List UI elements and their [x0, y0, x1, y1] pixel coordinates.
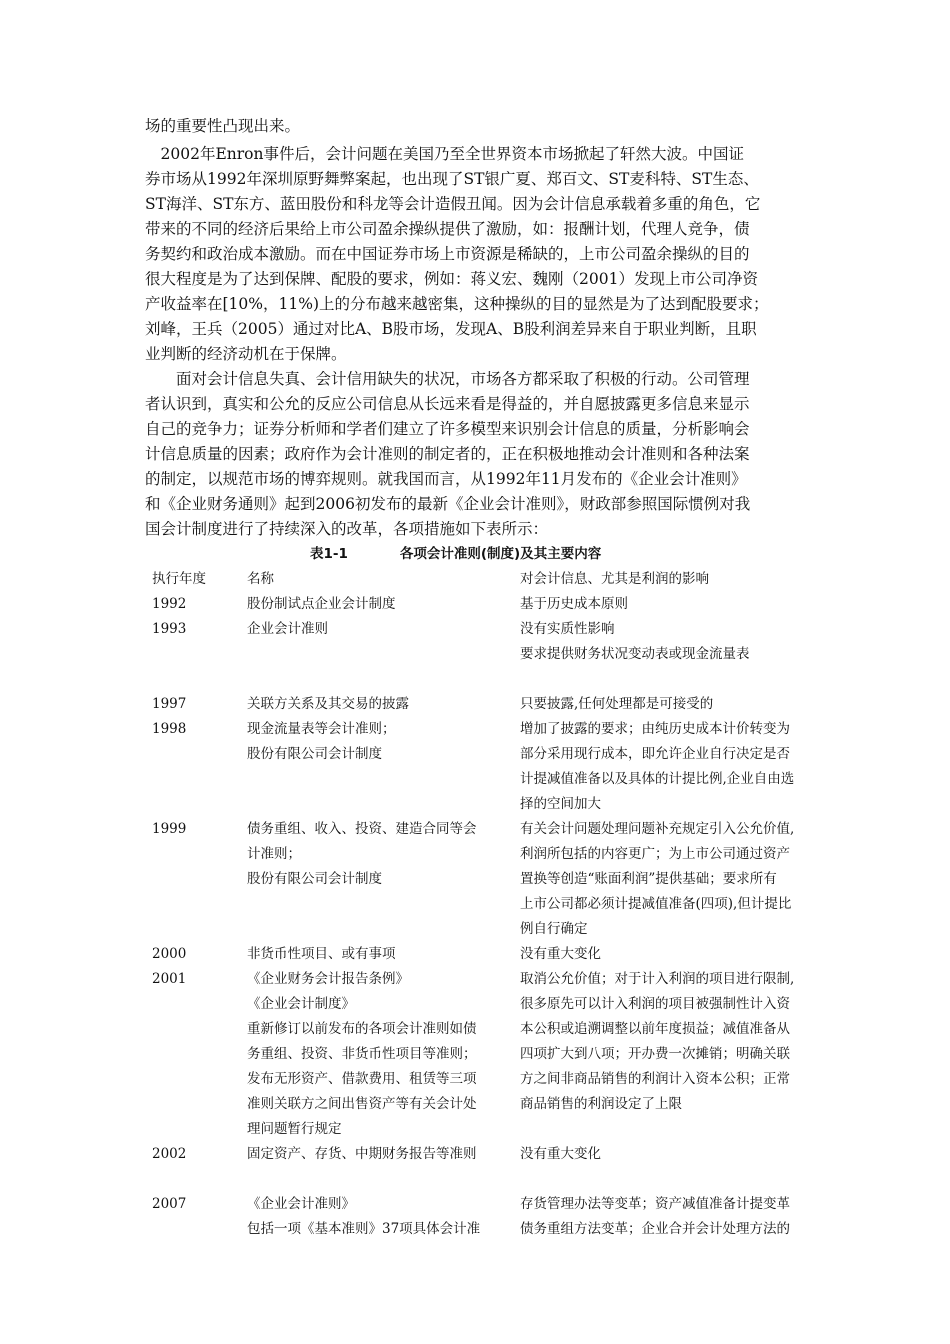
cell-line: 要求提供财务状况变动表或现金流量表: [520, 646, 750, 662]
cell-name: [247, 1142, 520, 1167]
text-line: 和《企业财务通则》起到2006初发布的最新《企业会计准则》，财政部参照国际惯例对我: [145, 495, 751, 513]
cell-effect: [520, 617, 840, 667]
cell-effect: [520, 1142, 840, 1167]
standards-table: [152, 567, 842, 1242]
text-line: 产收益率在[10%，11%)上的分布越来越密集，这种操纵的目的显然是为了达到配股要求；: [145, 295, 769, 313]
cell-effect: [520, 817, 840, 942]
row-spacer: [152, 667, 842, 692]
cell-year: 1998: [152, 721, 187, 737]
cell-line: 务重组、投资、非货币性项目等准则；: [247, 1046, 477, 1062]
cell-line: 固定资产、存货、中期财务报告等准则: [247, 1146, 477, 1162]
table-row: [152, 967, 842, 1142]
cell-line: 商品销售的利润设定了上限: [520, 1096, 682, 1112]
cell-line: 四项扩大到八项；开办费一次摊销；明确关联: [520, 1046, 790, 1062]
cell-name: [247, 592, 520, 617]
cell-line: 债务重组方法变革；企业合并会计处理方法的: [520, 1221, 790, 1237]
cell-name: [247, 617, 520, 667]
table-row: [152, 592, 842, 617]
cell-line: 例自行确定: [520, 921, 588, 937]
cell-line: 很多原先可以计入利润的项目被强制性计入资: [520, 996, 790, 1012]
table-title: 各项会计准则(制度)及其主要内容: [399, 546, 602, 562]
cell-line: 非货币性项目、或有事项: [247, 946, 396, 962]
cell-line: 《企业会计制度》: [247, 996, 355, 1012]
table-label: 表1-1: [310, 546, 348, 562]
text-line: 业判断的经济动机在于保牌。: [145, 345, 347, 363]
row-spacer: [152, 1167, 842, 1192]
table-row: [152, 942, 842, 967]
cell-line: 没有实质性影响: [520, 621, 615, 637]
cell-line: 增加了披露的要求；由纯历史成本计价转变为: [520, 721, 790, 737]
cell-line: 《企业财务会计报告条例》: [247, 971, 409, 987]
cell-name: [247, 967, 520, 1142]
cell-line: 方之间非商品销售的利润计入资本公积；正常: [520, 1071, 790, 1087]
text-line: 2002年Enron事件后，会计问题在美国乃至全世界资本市场掀起了轩然大波。中国证: [145, 145, 744, 163]
cell-line: 计提减值准备以及具体的计提比例,企业自由选: [520, 771, 795, 787]
cell-name: [247, 692, 520, 717]
text-line: 场的重要性凸现出来。: [145, 117, 301, 135]
cell-name: [247, 942, 520, 967]
cell-line: 股份制试点企业会计制度: [247, 596, 396, 612]
cell-effect: [520, 967, 840, 1142]
paragraph-intro: [145, 114, 805, 139]
cell-line: 股份有限公司会计制度: [247, 871, 382, 887]
cell-line: 发布无形资产、借款费用、租赁等三项: [247, 1071, 477, 1087]
text-line: 计信息质量的因素；政府作为会计准则的制定者的，正在积极地推动会计准则和各种法案: [145, 445, 750, 463]
paragraph-enron: [145, 142, 805, 367]
cell-year: 1992: [152, 596, 187, 612]
cell-year: 2007: [152, 1196, 187, 1212]
cell-line: 只要披露,任何处理都是可接受的: [520, 696, 714, 712]
cell-name: [247, 1192, 520, 1242]
cell-line: 取消公允价值；对于计入利润的项目进行限制,: [520, 971, 795, 987]
text-line: 带来的不同的经济后果给上市公司盈余操纵提供了激励，如：报酬计划，代理人竞争，债: [145, 220, 750, 238]
cell-line: 基于历史成本原则: [520, 596, 628, 612]
text-line: 务契约和政治成本激励。而在中国证券市场上市资源是稀缺的，上市公司盈余操纵的目的: [145, 245, 750, 263]
table-caption: [310, 542, 601, 562]
cell-line: 存货管理办法等变革；资产减值准备计提变革: [520, 1196, 790, 1212]
table-row: [152, 617, 842, 667]
cell-line: 《企业会计准则》: [247, 1196, 355, 1212]
header-name: 名称: [247, 571, 274, 587]
cell-line: 部分采用现行成本，即允许企业自行决定是否: [520, 746, 790, 762]
cell-effect: [520, 942, 840, 967]
paragraph-response: [145, 367, 805, 542]
cell-line: 没有重大变化: [520, 946, 601, 962]
cell-year: 2002: [152, 1146, 187, 1162]
cell-line: 企业会计准则: [247, 621, 328, 637]
text-line: 券市场从1992年深圳原野舞弊案起，也出现了ST银广夏、郑百文、ST麦科特、ST生态、: [145, 170, 759, 188]
cell-year: 2001: [152, 971, 187, 987]
table-row: [152, 817, 842, 942]
cell-year: 1993: [152, 621, 187, 637]
text-line: 的制定，以规范市场的博弈规则。就我国而言，从1992年11月发布的《企业会计准则》: [145, 470, 747, 488]
cell-line: 有关会计问题处理问题补充规定引入公允价值,: [520, 821, 795, 837]
cell-line: 利润所包括的内容更广；为上市公司通过资产: [520, 846, 790, 862]
cell-line: 现金流量表等会计准则；: [247, 721, 396, 737]
text-line: 刘峰，王兵（2005）通过对比A、B股市场，发现A、B股利润差异来自于职业判断，且职: [145, 320, 757, 338]
cell-effect: [520, 1192, 840, 1242]
cell-effect: [520, 592, 840, 617]
text-line: 很大程度是为了达到保牌、配股的要求，例如：蒋义宏、魏刚（2001）发现上市公司净资: [145, 270, 758, 288]
cell-line: 计准则；: [247, 846, 301, 862]
cell-line: 股份有限公司会计制度: [247, 746, 382, 762]
table-row: [152, 717, 842, 817]
cell-line: 重新修订以前发布的各项会计准则如债: [247, 1021, 477, 1037]
cell-year: 2000: [152, 946, 187, 962]
text-line: 面对会计信息失真、会计信用缺失的状况，市场各方都采取了积极的行动。公司管理: [176, 370, 750, 388]
text-line: 自己的竞争力；证券分析师和学者们建立了许多模型来识别会计信息的质量，分析影响会: [145, 420, 750, 438]
cell-line: 置换等创造“账面利润”提供基础；要求所有: [520, 871, 777, 887]
cell-line: 没有重大变化: [520, 1146, 601, 1162]
cell-line: 包括一项《基本准则》37项具体会计准: [247, 1221, 481, 1237]
cell-name: [247, 717, 520, 817]
cell-line: 择的空间加大: [520, 796, 601, 812]
table-row: [152, 692, 842, 717]
cell-line: 本公积或追溯调整以前年度损益；减值准备从: [520, 1021, 790, 1037]
table-row: [152, 1142, 842, 1167]
cell-line: 上市公司都必须计提减值准备(四项),但计提比: [520, 896, 792, 912]
cell-effect: [520, 717, 840, 817]
header-effect: 对会计信息、尤其是利润的影响: [520, 571, 709, 587]
text-line: 者认识到，真实和公允的反应公司信息从长远来看是得益的，并自愿披露更多信息来显示: [145, 395, 750, 413]
cell-line: 准则关联方之间出售资产等有关会计处: [247, 1096, 477, 1112]
table-header-row: [152, 567, 842, 592]
table-row: [152, 1192, 842, 1242]
cell-year: 1997: [152, 696, 187, 712]
text-line: ST海洋、ST东方、蓝田股份和科龙等会计造假丑闻。因为会计信息承载着多重的角色，它: [145, 195, 761, 213]
cell-effect: [520, 692, 840, 717]
cell-year: 1999: [152, 821, 187, 837]
header-year: 执行年度: [152, 571, 206, 587]
cell-name: [247, 817, 520, 942]
cell-line: 债务重组、收入、投资、建造合同等会: [247, 821, 477, 837]
cell-line: 关联方关系及其交易的披露: [247, 696, 409, 712]
cell-line: 理问题暂行规定: [247, 1121, 342, 1137]
text-line: 国会计制度进行了持续深入的改革，各项措施如下表所示：: [145, 520, 549, 538]
